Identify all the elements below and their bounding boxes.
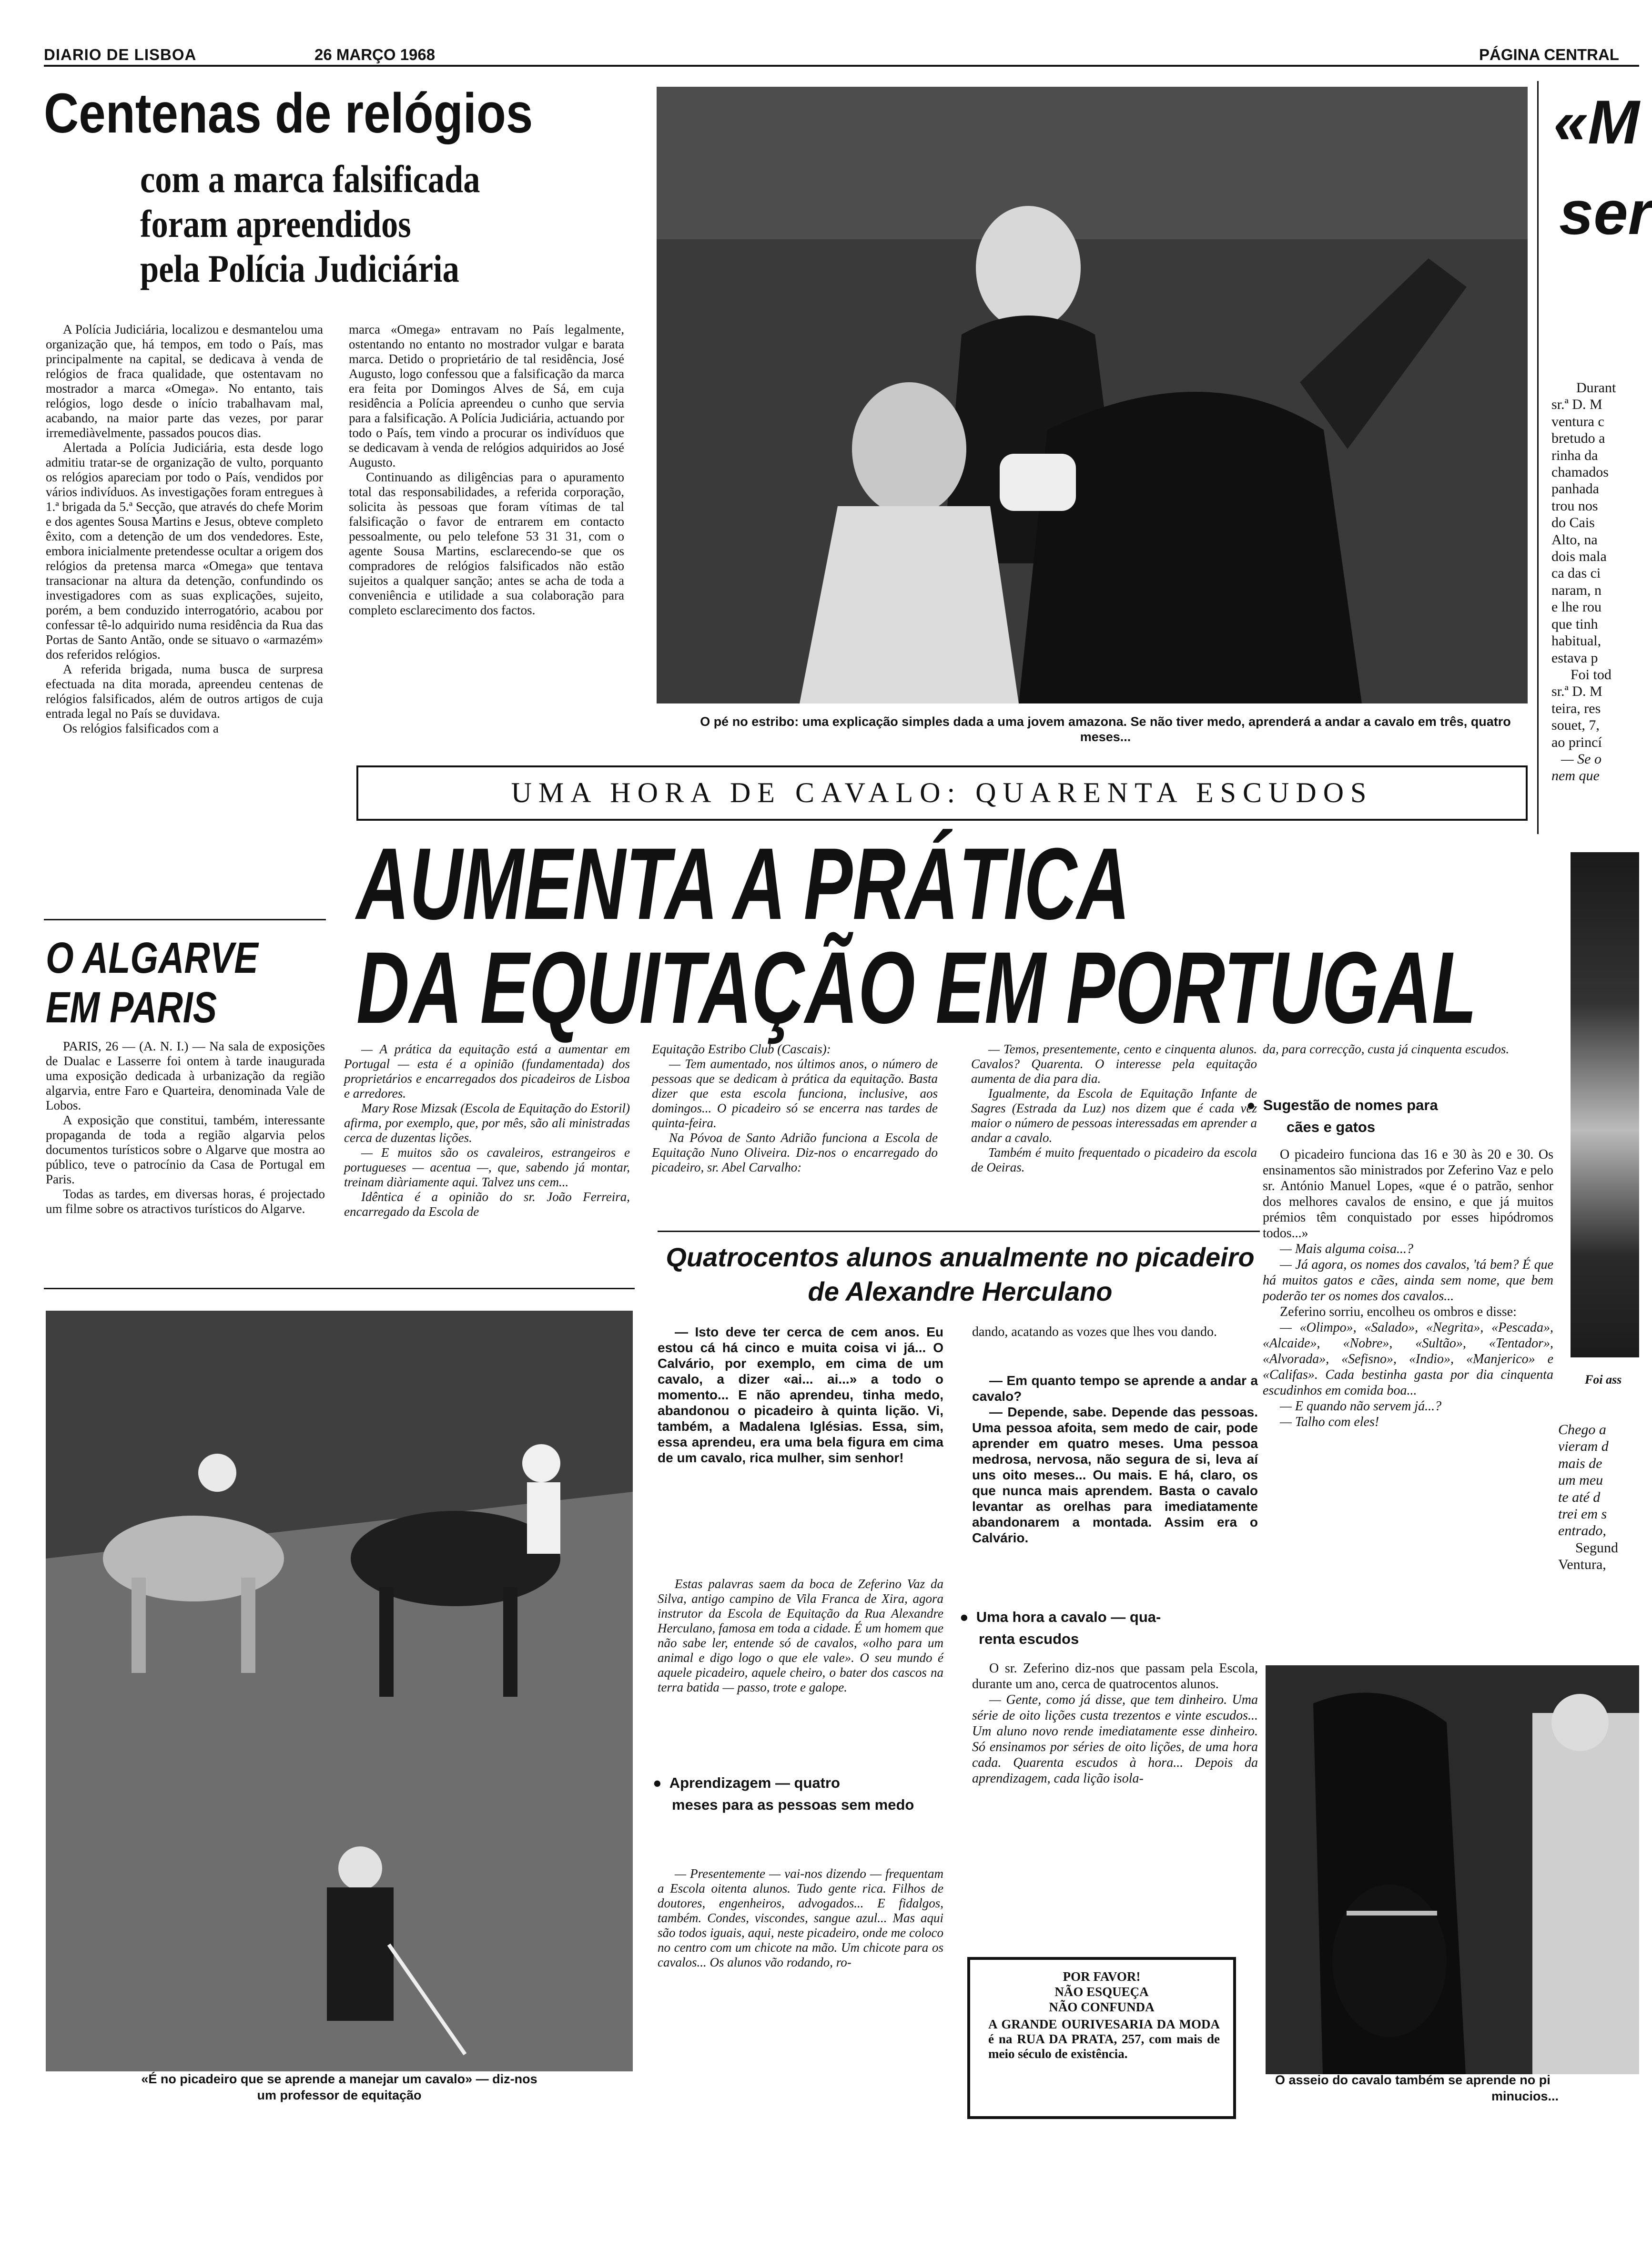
relogios-p2: Alertada a Polícia Judiciária, esta desde logo admitiu tratar-se de organização de vulto, porquanto os relógios apareciam por todo o País, vendidos por vários indivíduos. As investigações foram entregues à 1.ª brigada da 5.ª Secção, que através do chefe Morim e dos agentes Sousa Martins e Jesus, obteve completo êxito, com a detenção de um dos vendedores. Este, embora inicialmente pretendesse ocultar a origem dos relógios da pretensa marca «Omega» que tentava transacionar na altura da detenção, confundindo os investigadores com as suas explicações, sujeito, porém, a bem conduzido interrogatório, acabou por confessar tê-lo adquirido numa residência da Rua das Portas de Santo Antão, onde se situavo o «armazém» dos referidos relógios.	[46, 440, 323, 662]
intro-p9: Igualmente, da Escola de Equitação Infante de Sagres (Estrada da Luz) nos dizem que é cada vez maior o número de pessoas interessadas em aprender a andar a cavalo.	[971, 1086, 1257, 1145]
intro-p10: Também é muito frequentado o picadeiro da escola de Oeiras.	[971, 1145, 1257, 1174]
col-b-quote-p2: — Depende, sabe. Depende das pessoas. Uma pessoa afoita, sem medo de cair, pode aprender em quatro meses. Uma pessoa medrosa, nervosa, não segura de si, leva aí uns oito meses... Ou mais. E há, claro, os que nunca mais aprendem. Basta o cavalo levantar as orelhas para imediatamente abandonarem a montada. Assim era o Calvário.	[972, 1405, 1258, 1545]
col-c-p2: — Mais alguma coisa...?	[1280, 1242, 1413, 1256]
algarve-p2: A exposição que constitui, também, interessante propaganda de toda a região algarvia pelos documentos turísticos sobre o Algarve que mostra ao público, teve o patrocínio da Casa de Portugal em Paris.	[46, 1113, 325, 1186]
relogios-p3: A referida brigada, numa busca de surpresa efectuada na dita morada, apreendeu centenas de relógios falsificados, além de outros artigos de cuja entrada legal no País se duvidava.	[46, 662, 323, 721]
photo-right-horse-grooming	[1266, 1665, 1639, 2074]
cutoff-line: ao princí	[1551, 734, 1602, 750]
photo-top-caption: O pé no estribo: uma explicação simples dada a uma jovem amazona. Se não tiver medo, aprenderá a andar a cavalo em três, quatro meses...	[700, 714, 1511, 744]
col-b-top-p1: dando, acatando as vozes que lhes vou dando.	[972, 1325, 1217, 1339]
ad-body: A GRANDE OURIVESARIA DA MODA é na RUA DA PRATA, 257, com mais de meio século de existência.	[988, 2017, 1220, 2061]
cutoff-line: — Se o	[1561, 751, 1601, 767]
cutoff2-line: um meu	[1558, 1472, 1603, 1488]
algarve-title-1: O ALGARVE	[46, 934, 258, 982]
cutoff-line: panhada	[1551, 481, 1599, 497]
cutoff2-line: te até d	[1558, 1489, 1601, 1505]
bullet-uma-hora: ● Uma hora a cavalo — qua-	[960, 1608, 1161, 1626]
cutoff2-line: trei em s	[1558, 1506, 1607, 1522]
cutoff2-line: Chego a	[1558, 1422, 1606, 1437]
cutoff2-line: vieram d	[1558, 1438, 1609, 1455]
intro-p8: — Temos, presentemente, cento e cinquenta alunos. Cavalos? Quarenta. O interesse pela equitação aumenta de dia para dia.	[971, 1042, 1257, 1086]
equitacao-col-a-quote	[658, 1324, 943, 1562]
equitacao-col-b-end	[972, 1661, 1258, 1927]
photo-top-illustration	[657, 87, 1528, 703]
equitacao-col-a-end	[658, 1866, 943, 2105]
relogios-p4: Os relógios falsificados com a	[63, 721, 219, 735]
cutoff-column-2	[1558, 1421, 1639, 1579]
cutoff-line: sr.ª D. M	[1551, 683, 1602, 700]
col-c-p4: Zeferino sorriu, encolheu os ombros e disse:	[1280, 1304, 1517, 1319]
equitacao-col-b-top	[972, 1324, 1258, 1376]
photo-left-illustration	[46, 1311, 633, 2071]
equitacao-headline-2: DA EQUITAÇÃO EM PORTUGAL	[356, 931, 1477, 1045]
cutoff-line: rinha da	[1551, 447, 1598, 463]
cutoff-line: do Cais	[1551, 515, 1595, 531]
intro-p1: — A prática da equitação está a aumentar em Portugal — esta é a opinião (fundamentada) dos proprietários e encarregados dos picadeiros de Lisboa e arredores.	[344, 1042, 630, 1101]
cutoff-line: chamados	[1551, 464, 1609, 480]
col-c-p5: — «Olimpo», «Salado», «Negrita», «Pescada», «Alcaide», «Nobre», «Sultão», «Tentador», «Alvorada», «Sefisno», «Indio», «Manjerico» e «Califas». Cada bestinha gasta por dia cinquenta escudinhos em comida boa...	[1263, 1320, 1553, 1398]
col-b-end-p1: O sr. Zeferino diz-nos que passam pela Escola, durante um ano, cerca de quatrocentos alunos.	[972, 1661, 1258, 1692]
relogios-col-2	[349, 322, 624, 732]
cutoff-line: ventura c	[1551, 413, 1604, 429]
algarve-p3: Todas as tardes, em diversas horas, é projectado um filme sobre os atractivos turísticos do Algarve.	[46, 1187, 325, 1216]
cutoff-line: trou nos	[1551, 498, 1598, 514]
cutoff-line: Alto, na	[1551, 531, 1598, 548]
cutoff-line: bretudo a	[1551, 430, 1605, 447]
col-b-quote-p1: — Em quanto tempo se aprende a andar a cavalo?	[972, 1373, 1258, 1404]
equitacao-col-c-body	[1263, 1147, 1553, 1657]
ad-line-1: POR FAVOR!	[1063, 1969, 1141, 1984]
algarve-title-2: EM PARIS	[46, 983, 217, 1032]
masthead-section: PÁGINA CENTRAL	[1479, 46, 1619, 63]
cutoff-line: habitual,	[1551, 633, 1601, 649]
masthead-rule	[44, 65, 1639, 67]
relogios-title-1: Centenas de relógios	[44, 82, 533, 145]
cutoff-headline-1: «M	[1553, 87, 1640, 157]
equitacao-intro-col-2	[652, 1042, 938, 1252]
cutoff-line: naram, n	[1551, 582, 1601, 598]
col-c-p3: — Já agora, os nomes dos cavalos, 'tá bem? É que há muitos gatos e cães, ainda sem nome, que bem poderão ter os nomes dos cavalos...	[1263, 1257, 1553, 1304]
ad-line-3: NÃO CONFUNDA	[1049, 2000, 1155, 2014]
equitacao-col-c-top	[1263, 1042, 1553, 1090]
col-c-top-p1: da, para correcção, custa já cinquenta escudos.	[1263, 1042, 1510, 1056]
equitacao-kicker: UMA HORA DE CAVALO: QUARENTA ESCUDOS	[511, 777, 1373, 808]
col-a-quote-p1: — Isto deve ter cerca de cem anos. Eu estou cá há cinco e muita coisa vi já... O Calvário, por exemplo, em cima de um cavalo, a dizer «ai... ai...» a todo o momento... E não aprendeu, tinha medo, abandonou o picadeiro à quinta lição. Vi, também, a Madalena Iglésias. Essa, sim, essa aprendeu, era uma bela figura em cima de um cavalo, rica mulher, sim senhor!	[658, 1325, 943, 1465]
masthead-paper: DIARIO DE LISBOA	[44, 46, 197, 63]
equitacao-col-b-quote	[972, 1373, 1258, 1620]
right-divider	[1537, 81, 1539, 834]
bullet-aprendizagem-2: meses para as pessoas sem medo	[672, 1796, 914, 1813]
intro-p4: Idêntica é a opinião do sr. João Ferreira, encarregado da Escola de	[344, 1190, 630, 1219]
cutoff-line: nem que	[1551, 768, 1600, 784]
cutoff-line: estava p	[1551, 650, 1598, 666]
col-a-it-p1: Estas palavras saem da boca de Zeferino Vaz da Silva, antigo campino de Vila Franca de Xira, agora instrutor da Escola de Equitação da Rua Alexandre Herculano, famosa em toda a cidade. É um homem que não sabe ler, entende só de cavalos, «olho para um animal e digo logo o que ele vale». O seu mundo é aquele picadeiro, aquele cheiro, o bater dos cascos na terra batida — passo, trote e galope.	[658, 1577, 943, 1694]
photo-left-riding-school	[46, 1311, 633, 2071]
bullet-nomes: ● Sugestão de nomes para	[1247, 1096, 1438, 1114]
ad-line-2: NÃO ESQUEÇA	[1054, 1985, 1149, 1999]
cutoff-line: e lhe rou	[1551, 599, 1601, 615]
cutoff2-line: entrado,	[1558, 1523, 1606, 1539]
cutoff-photo-caption: Foi ass	[1585, 1373, 1622, 1386]
relogios-title-3: foram apreendidos	[140, 202, 411, 245]
algarve-body	[46, 1039, 325, 1287]
intro-p7: Na Póvoa de Santo Adrião funciona a Escola de Equitação Nuno Oliveira. Diz-nos o encarregado do picadeiro, sr. Abel Carvalho:	[652, 1131, 938, 1174]
intro-p5: Equitação Estribo Club (Cascais):	[652, 1042, 831, 1056]
bullet-uma-hora-2: renta escudos	[979, 1631, 1079, 1647]
col-c-p7: — Talho com eles!	[1280, 1415, 1379, 1429]
masthead-date: 26 MARÇO 1968	[314, 46, 436, 63]
photo-right-illustration	[1266, 1665, 1639, 2074]
relogios-p5: marca «Omega» entravam no País legalmente, ostentando no entanto no mostrador vulgar e barata marca. Detido o proprietário de tal residência, José Augusto, logo confessou que a falsificação da marca era feita por Domingos Alves de Sá, em cuja residência a Polícia apreendeu o cunho que servia para a falsificação. A Polícia Judiciária, actuando por todo o País, tem vindo a procurar os indivíduos que se dedicavam à venda de relógios adquiridos ao José Augusto.	[349, 322, 624, 469]
cutoff-line: sr.ª D. M	[1551, 397, 1602, 413]
cutoff2-line: Segund	[1575, 1539, 1618, 1556]
col-c-p1: O picadeiro funciona das 16 e 30 às 20 e 30. Os ensinamentos são ministrados por Zeferino Vaz e pelo sr. António Manuel Lopes, «que é o patrão, senhor dos melhores cavalos de ensino, e que já muitos prémios têm conquistado por esses hipódromos todos...»	[1263, 1147, 1553, 1241]
photo-left-caption-2: um professor de equitação	[257, 2088, 422, 2102]
relogios-title-2: com a marca falsificada	[140, 157, 480, 201]
relogios-title-4: pela Polícia Judiciária	[140, 247, 459, 290]
col-c-p6: — E quando não servem já...?	[1280, 1399, 1442, 1414]
cutoff-line: ca das ci	[1551, 565, 1601, 581]
intro-p3: — E muitos são os cavaleiros, estrangeiros e portugueses — acentua —, que, sabendo já montar, treinam diàriamente aqui. Talvez uns cem...	[344, 1145, 630, 1189]
col-a-end-p1: — Presentemente — vai-nos dizendo — frequentam a Escola oitenta alunos. Tudo gente rica. Filhos de doutores, engenheiros, advogados... E fidalgos, também. Condes, viscondes, sangue azul... Mas aqui são todos iguais, aqui, neste picadeiro, onde me coloco no centro com um chicote na mão. Um chicote para os cavalos... Os alunos vão rodando, ro-	[658, 1866, 943, 1969]
equitacao-col-a-body	[658, 1577, 943, 1772]
photo-top-horse-amazon	[657, 87, 1528, 703]
cutoff-line: souet, 7,	[1551, 717, 1600, 734]
cutoff-line: que tinh	[1551, 616, 1598, 632]
bullet-aprendizagem: ● Aprendizagem — quatro	[653, 1774, 840, 1792]
cutoff-line: teira, res	[1551, 700, 1601, 716]
cutoff2-line: mais de	[1558, 1455, 1602, 1471]
relogios-p6: Continuando as diligências para o apuramento total das responsabilidades, a referida corporação, solicita às pessoas que foram vítimas de tal falsificação o favor de entrarem em contacto pessoalmente, ou pelo telefone 53 31 31, com o agente Sousa Martins, esclarecendo-se que os compradores de relógios falsificados não estão sujeitos a qualquer sanção; antes se acha de toda a conveniência e utilidade a sua colaboração para completo esclarecimento dos factos.	[349, 470, 624, 617]
photo-left-caption-1: «É no picadeiro que se aprende a manejar um cavalo» — diz-nos	[141, 2072, 537, 2086]
photo-right-caption-1: O asseio do cavalo também se aprende no pi	[1275, 2073, 1551, 2087]
equitacao-intro-col-1	[344, 1042, 630, 1299]
cutoff-line: Durant	[1576, 380, 1616, 396]
cutoff-line: Foi tod	[1571, 666, 1611, 683]
equitacao-subhead-1: Quatrocentos alunos anualmente no picadeiro	[666, 1242, 1255, 1272]
equitacao-intro-col-3	[971, 1042, 1257, 1242]
intro-p2: Mary Rose Mizsak (Escola de Equitação do Estoril) afirma, por exemplo, que, por mês, são ali ministradas cerca de duzentas lições.	[344, 1101, 630, 1145]
equitacao-headline-1: AUMENTA A PRÁTICA	[356, 827, 1130, 941]
relogios-col-1	[46, 322, 323, 913]
relogios-p1: A Polícia Judiciária, localizou e desmantelou uma organização que, há tempos, em todo o País, mas principalmente na capital, se dedicava à venda de relógios de fraca qualidade, que ostentavam no mostrador a marca «Omega». No entanto, tais relógios, logo desde o início trabalhavam mal, acabando, na maior parte das vezes, por parar irremediàvelmente, passados poucos dias.	[46, 322, 323, 440]
algarve-p1: PARIS, 26 — (A. N. I.) — Na sala de exposições de Dualac e Lasserre foi ontem à tarde inaugurada uma exposição dedicada à urbanização da região algarvia, entre Faro e Quarteira, denominada Vale de Lobos.	[46, 1039, 325, 1112]
bullet-nomes-2: cães e gatos	[1287, 1119, 1376, 1135]
cutoff2-line: Ventura,	[1558, 1557, 1606, 1573]
intro-p6: — Tem aumentado, nos últimos anos, o número de pessoas que se dedicam à prática da equitação. Basta dizer que esta escola funciona, inclusive, aos domingos... O picadeiro só se encerra nas tardes de quinta-feira.	[652, 1057, 938, 1130]
intro-rule	[658, 1231, 1260, 1232]
photo-right-caption-2: minucios...	[1491, 2089, 1559, 2103]
cutoff-line: dois mala	[1551, 549, 1607, 565]
relogios-bottom-rule	[44, 919, 326, 920]
cutoff-photo	[1571, 852, 1639, 1357]
cutoff-column	[1551, 379, 1639, 789]
col-b-end-p2: — Gente, como já disse, que tem dinheiro. Uma série de oito lições custa trezentos e vinte escudos... Um aluno novo rende imediatamente esse dinheiro. Só ensinamos por séries de oito lições, de uma hora cada. Quarenta escudos à hora... Depois da aprendizagem, cada lição isola-	[972, 1692, 1258, 1786]
equitacao-subhead-2: de Alexandre Herculano	[808, 1276, 1113, 1306]
cutoff-headline-2: ser	[1559, 178, 1652, 247]
